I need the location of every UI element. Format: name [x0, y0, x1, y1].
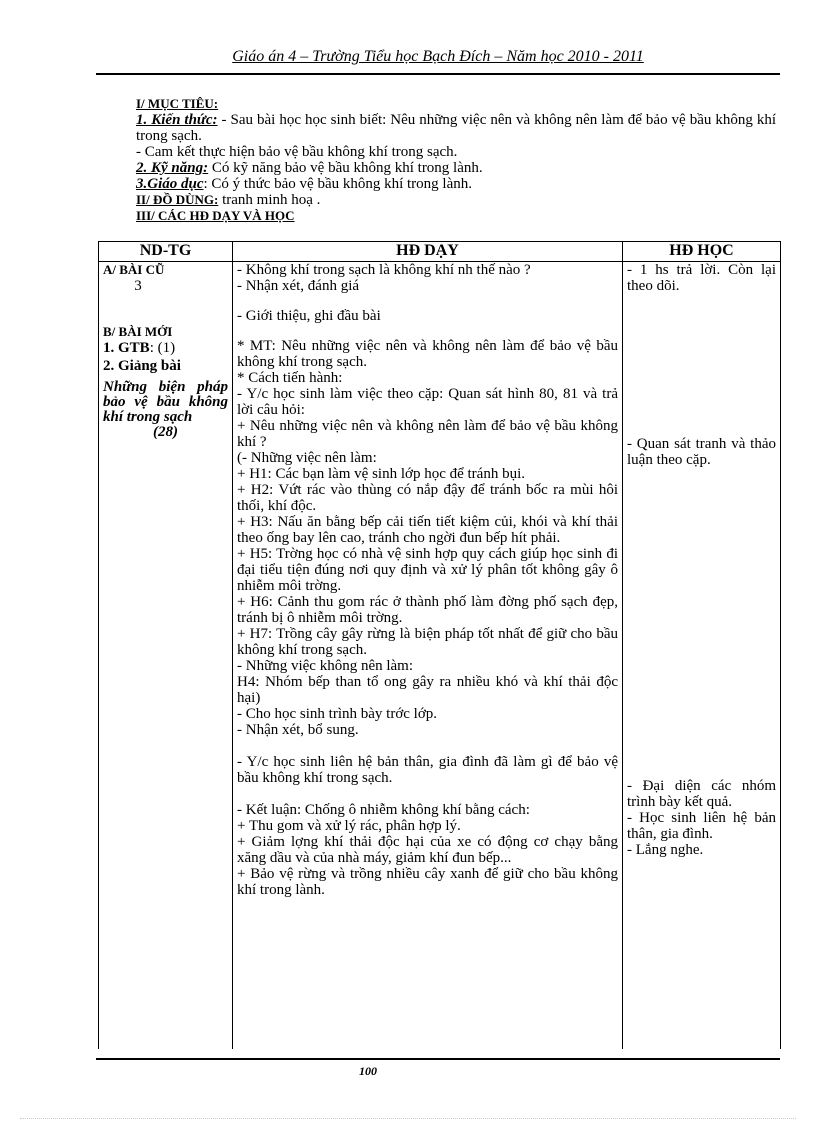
objectives-section — [136, 96, 776, 224]
teach-item: + H1: Các bạn làm vệ sinh lớp học để tránh bụi. — [237, 466, 525, 482]
old-lesson-time: 3 — [134, 278, 142, 294]
learn-item: - Quan sát tranh và thảo luận theo cặp. — [627, 436, 776, 468]
materials-line: II/ ĐỒ DÙNG: tranh minh hoạ . — [136, 192, 321, 208]
teach-item: - Giới thiệu, ghi đầu bài — [237, 308, 381, 324]
teach-item: * MT: Nêu những việc nên và không nên làm để bảo vệ bầu không khí trong sạch. — [237, 338, 618, 370]
teach-item: * Cách tiến hành: — [237, 370, 343, 386]
teach-item: - Kết luận: Chống ô nhiễm không khí bằng cách: — [237, 802, 530, 818]
teach-item: - Không khí trong sạch là không khí nh thế nào ? — [237, 262, 531, 278]
page-number: 100 — [359, 1064, 377, 1078]
footer-divider — [96, 1058, 780, 1060]
teach-item: + H3: Nấu ăn bằng bếp cải tiến tiết kiệm củi, khói và khí thải theo ống bay lên cao, tránh cho ngời đun bếp hít phải. — [237, 514, 618, 546]
old-lesson-label: A/ BÀI CŨ — [103, 262, 165, 277]
education-line: 3.Giáo dục: Có ý thức bảo vệ bầu không khí trong lành. — [136, 176, 473, 192]
learning-cell — [623, 262, 781, 1050]
teaching-cell — [233, 262, 623, 1050]
content-time-cell — [99, 262, 233, 1050]
column-header-content-time: ND-TG — [99, 242, 233, 262]
topic-title: Những biện pháp bảo vệ bầu không khí trong sạch — [103, 379, 228, 425]
commitment-line: - Cam kết thực hiện bảo vệ bầu không khí trong sạch. — [136, 144, 458, 160]
teach-item: - Cho học sinh trình bày trớc lớp. — [237, 706, 438, 722]
lesson-plan-table — [98, 241, 781, 1049]
page-bottom-edge — [20, 1118, 796, 1119]
teach-item: - Y/c học sinh liên hệ bản thân, gia đình đã làm gì để bảo vệ bầu không khí trong sạch. — [237, 754, 618, 786]
learn-item: - Đại diện các nhóm trình bày kết quả. — [627, 778, 776, 810]
teach-item: + Nêu những việc nên và không nên làm để bảo vệ bầu không khí ? — [237, 418, 618, 450]
teach-item: + H7: Trồng cây gây rừng là biện pháp tốt nhất để giữ cho bầu không khí trong sạch. — [237, 626, 618, 658]
teach-item: + H6: Cảnh thu gom rác ở thành phố làm đờng phố sạch đẹp, tránh bị ô nhiễm môi trờng. — [237, 594, 618, 626]
activities-heading: III/ CÁC HĐ DẠY VÀ HỌC — [136, 208, 295, 223]
teach-item: (- Những việc nên làm: — [237, 450, 377, 466]
teach-item: - Nhận xét, bổ sung. — [237, 722, 359, 738]
learn-item: - 1 hs trả lời. Còn lại theo dõi. — [627, 262, 776, 294]
topic-time: (28) — [153, 424, 178, 440]
knowledge-line: 1. Kiến thức: - Sau bài học học sinh biết: Nêu những việc nên và không nên làm để bảo vệ bầu không khí trong sạch. — [136, 112, 777, 144]
teach-item: H4: Nhóm bếp than tổ ong gây ra nhiều khó và khí thải độc hại) — [237, 674, 618, 706]
teach-item: + Bảo vệ rừng và trồng nhiều cây xanh để giữ cho bầu không khí trong lành. — [237, 866, 618, 898]
teach-item: - Y/c học sinh làm việc theo cặp: Quan sát hình 80, 81 và trả lời câu hỏi: — [237, 386, 618, 418]
new-lesson-label: B/ BÀI MỚI — [103, 324, 173, 339]
teach-item: + H2: Vứt rác vào thùng có nắp đậy để tránh bốc ra mùi hôi thối, khí độc. — [237, 482, 618, 514]
page-header: Giáo án 4 – Trường Tiểu học Bạch Đích – Năm học 2010 - 2011 — [232, 48, 644, 65]
objectives-heading: I/ MỤC TIÊU: — [136, 96, 219, 111]
learn-item: - Lắng nghe. — [627, 842, 704, 858]
learn-item: - Học sinh liên hệ bản thân, gia đình. — [627, 810, 776, 842]
teach-item: - Những việc không nên làm: — [237, 658, 414, 674]
header-divider — [96, 73, 780, 75]
skill-line: 2. Kỹ năng: Có kỹ năng bảo vệ bầu không khí trong lành. — [136, 160, 483, 176]
column-header-learning: HĐ HỌC — [623, 242, 781, 262]
teach-item: - Nhận xét, đánh giá — [237, 278, 360, 294]
teach-item: + H5: Trờng học có nhà vệ sinh hợp quy cách giúp học sinh đi đại tiểu tiện đúng nơi quy định và xử lý phân tốt không gây ô nhiễm môi trờng. — [237, 546, 618, 594]
intro-line: 1. GTB: (1) — [103, 340, 176, 356]
teaching-label: 2. Giảng bài — [103, 358, 181, 374]
column-header-teaching: HĐ DẠY — [233, 242, 623, 262]
teach-item: + Thu gom và xử lý rác, phân hợp lý. — [237, 818, 461, 834]
teach-item: + Giảm lợng khí thải độc hại của xe có động cơ chạy bằng xăng dầu và của nhà máy, giảm khí đun bếp... — [237, 834, 618, 866]
